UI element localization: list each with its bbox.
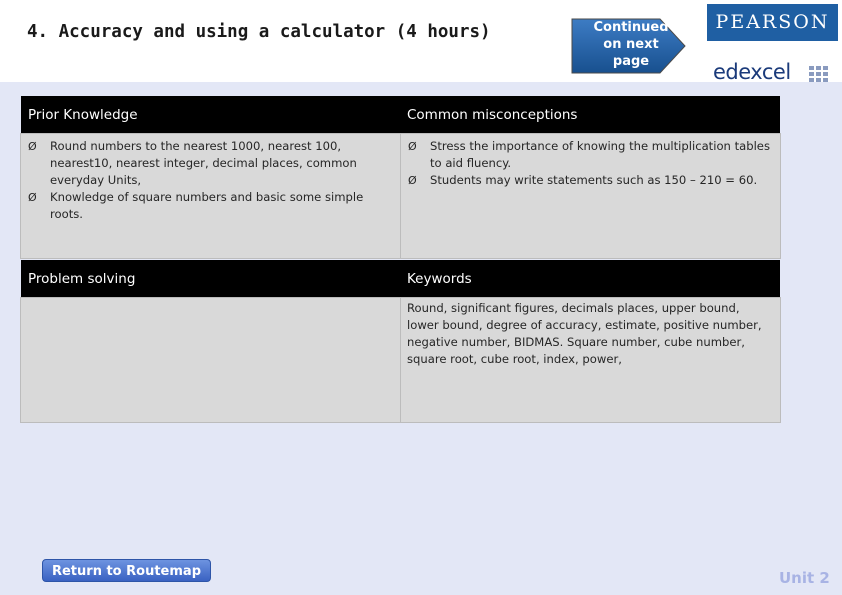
list-item — [28, 138, 396, 189]
problem-solving-cell — [20, 297, 401, 423]
bullet-arrow-icon: Ø — [28, 191, 37, 204]
edexcel-wordmark: edexcel — [713, 60, 791, 84]
continued-next-page-badge[interactable] — [570, 15, 687, 77]
page-title: 4. Accuracy and using a calculator (4 hours) — [27, 22, 491, 42]
list-item — [28, 189, 396, 223]
prior-knowledge-heading: Prior Knowledge — [21, 96, 400, 134]
unit-label: Unit 2 — [779, 569, 830, 587]
edexcel-logo — [709, 60, 837, 88]
problem-solving-heading: Problem solving — [21, 260, 400, 298]
prior-knowledge-cell — [20, 133, 401, 259]
continued-label — [584, 19, 678, 70]
edexcel-grid-icon — [809, 66, 831, 84]
misconception-item-1: Stress the importance of knowing the multiplication tables to aid fluency. — [430, 139, 770, 170]
continued-line-3: page — [612, 54, 650, 69]
bullet-arrow-icon: Ø — [408, 174, 417, 187]
pearson-logo: PEARSON — [707, 4, 838, 41]
misconceptions-cell — [400, 133, 781, 259]
list-item — [408, 172, 774, 189]
bullet-arrow-icon: Ø — [408, 140, 417, 153]
bullet-arrow-icon: Ø — [28, 140, 37, 153]
misconception-item-2: Students may write statements such as 150 – 210 = 60. — [430, 173, 758, 187]
common-misconceptions-heading: Common misconceptions — [400, 96, 780, 134]
return-to-routemap-button[interactable]: Return to Routemap — [42, 559, 211, 582]
list-item — [408, 138, 774, 172]
misconceptions-list — [408, 138, 774, 189]
keywords-text: Round, significant figures, decimals places, upper bound, lower bound, degree of accuracy, estimate, positive number, negative number, BIDMAS. Square number, cube number, square root, cube root, index, power, — [407, 301, 762, 366]
continued-line-2: on next — [603, 37, 659, 52]
prior-knowledge-list — [28, 138, 396, 223]
continued-line-1: Continued — [593, 20, 669, 35]
keywords-heading: Keywords — [400, 260, 780, 298]
prior-knowledge-item-2: Knowledge of square numbers and basic some simple roots. — [50, 190, 364, 221]
prior-knowledge-item-1: Round numbers to the nearest 1000, nearest 100, nearest10, nearest integer, decimal places, common everyday Units, — [50, 139, 357, 187]
